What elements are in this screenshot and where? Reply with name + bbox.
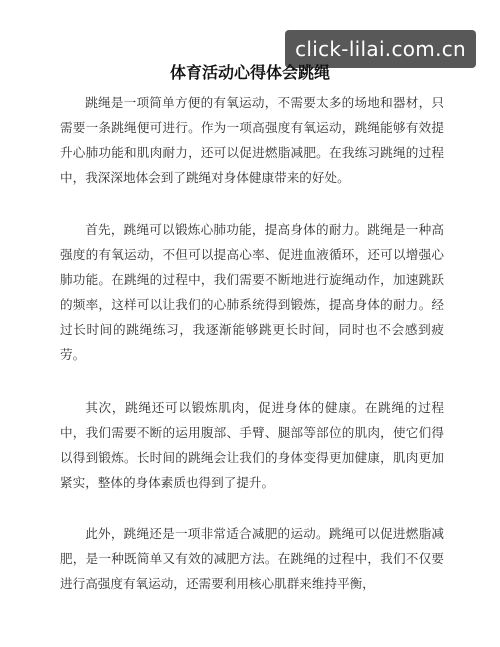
paragraph-muscle: 其次，跳绳还可以锻炼肌肉，促进身体的健康。在跳绳的过程中，我们需要不断的运用腹部、手臂、腿部等部位的肌肉，使它们得以得到锻炼。长时间的跳绳会让我们的身体变得更加健康，肌肉更加紧实，整体的身体素质也得到了提升。 — [60, 400, 444, 490]
paragraph-intro: 跳绳是一项简单方便的有氧运动，不需要太多的场地和器材，只需要一条跳绳便可进行。作为一项高强度有氧运动，跳绳能够有效提升心肺功能和肌肉耐力，还可以促进燃脂减肥。在我练习跳绳的过程中，我深深地体会到了跳绳对身体健康带来的好处。 — [60, 95, 444, 185]
document-title: 体育活动心得体会跳绳 — [169, 63, 330, 82]
paragraph-cardio: 首先，跳绳可以锻炼心肺功能，提高身体的耐力。跳绳是一种高强度的有氧运动，不但可以提高心率、促进血液循环，还可以增强心肺功能。在跳绳的过程中，我们需要不断地进行旋绳动作，加速跳跃的频率，这样可以让我们的心肺系统得到锻炼，提高身体的耐力。经过长时间的跳绳练习，我逐渐能够跳更长时间，同时也不会感到疲劳。 — [60, 222, 444, 362]
watermark-badge: click-lilai.com.cn — [285, 30, 476, 68]
paragraph-weight-loss: 此外，跳绳还是一项非常适合减肥的运动。跳绳可以促进燃脂减肥，是一种既简单又有效的减肥方法。在跳绳的过程中，我们不仅要进行高强度有氧运动，还需要利用核心肌群来维持平衡， — [60, 526, 444, 591]
